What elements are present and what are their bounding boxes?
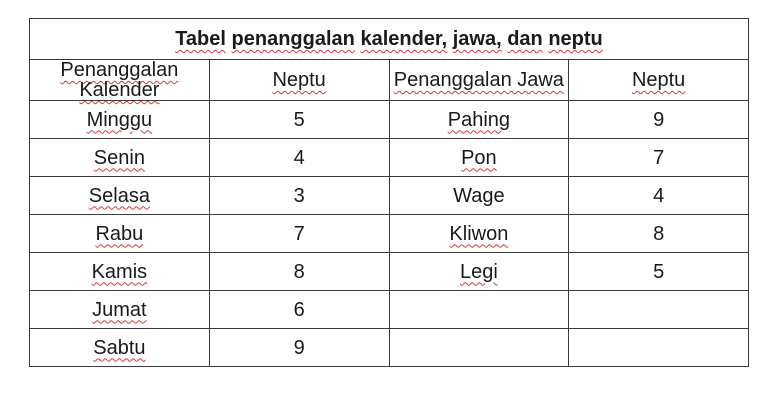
cell-neptu-kalender: 6 (209, 291, 389, 329)
header-penanggalan-jawa (389, 60, 569, 101)
header-neptu-1 (209, 60, 389, 101)
cell-neptu-kalender: 4 (209, 139, 389, 177)
header-label: Neptu (272, 69, 326, 91)
title-word: jawa, (452, 28, 502, 50)
cell-jawa (389, 329, 569, 367)
table-row (30, 101, 749, 139)
table-row (30, 177, 749, 215)
cell-neptu-jawa: 4 (569, 177, 749, 215)
title-word: kalender, (360, 28, 448, 50)
header-row (30, 60, 749, 101)
day-name: Senin (93, 146, 145, 169)
cell-neptu-jawa (569, 291, 749, 329)
day-name: Minggu (86, 108, 153, 131)
cell-neptu-jawa: 8 (569, 215, 749, 253)
day-name: Sabtu (93, 336, 146, 359)
cell-neptu-jawa: 9 (569, 101, 749, 139)
cell-neptu-kalender: 3 (209, 177, 389, 215)
day-name: Kamis (91, 260, 148, 283)
cell-neptu-kalender: 5 (209, 101, 389, 139)
cell-kalender (30, 139, 210, 177)
table-row (30, 291, 749, 329)
cell-jawa (389, 253, 569, 291)
cell-neptu-jawa: 5 (569, 253, 749, 291)
pasaran-name: Pahing (447, 108, 511, 131)
cell-kalender (30, 291, 210, 329)
cell-kalender (30, 215, 210, 253)
header-label: Neptu (631, 69, 686, 91)
table-row (30, 139, 749, 177)
header-label: Penanggalan Jawa (393, 69, 564, 91)
title-word: Tabel (175, 28, 226, 50)
cell-kalender (30, 329, 210, 367)
cell-neptu-kalender: 7 (209, 215, 389, 253)
cell-neptu-jawa (569, 329, 749, 367)
cell-neptu-kalender: 8 (209, 253, 389, 291)
cell-kalender (30, 101, 210, 139)
day-name: Jumat (92, 298, 147, 321)
cell-kalender (30, 253, 210, 291)
cell-neptu-jawa: 7 (569, 139, 749, 177)
cell-jawa (389, 215, 569, 253)
table-row (30, 215, 749, 253)
table-title (30, 19, 749, 60)
pasaran-name: Pon (461, 146, 497, 169)
table-row (30, 329, 749, 367)
day-name: Selasa (88, 184, 150, 207)
neptu-table-container (29, 18, 749, 367)
header-label: Penanggalan Kalender (60, 59, 179, 101)
cell-kalender (30, 177, 210, 215)
pasaran-name: Legi (459, 260, 498, 283)
pasaran-name: Kliwon (449, 222, 509, 245)
cell-jawa (389, 139, 569, 177)
neptu-table (29, 18, 749, 367)
cell-jawa (389, 101, 569, 139)
title-word: neptu (548, 28, 603, 50)
header-neptu-2 (569, 60, 749, 101)
header-penanggalan-kalender (30, 60, 210, 101)
pasaran-name: Wage (453, 184, 505, 207)
title-row (30, 19, 749, 60)
title-word: penanggalan (231, 28, 355, 50)
cell-jawa (389, 177, 569, 215)
title-word: dan (507, 28, 543, 50)
table-row (30, 253, 749, 291)
cell-neptu-kalender: 9 (209, 329, 389, 367)
day-name: Rabu (95, 222, 144, 245)
cell-jawa (389, 291, 569, 329)
